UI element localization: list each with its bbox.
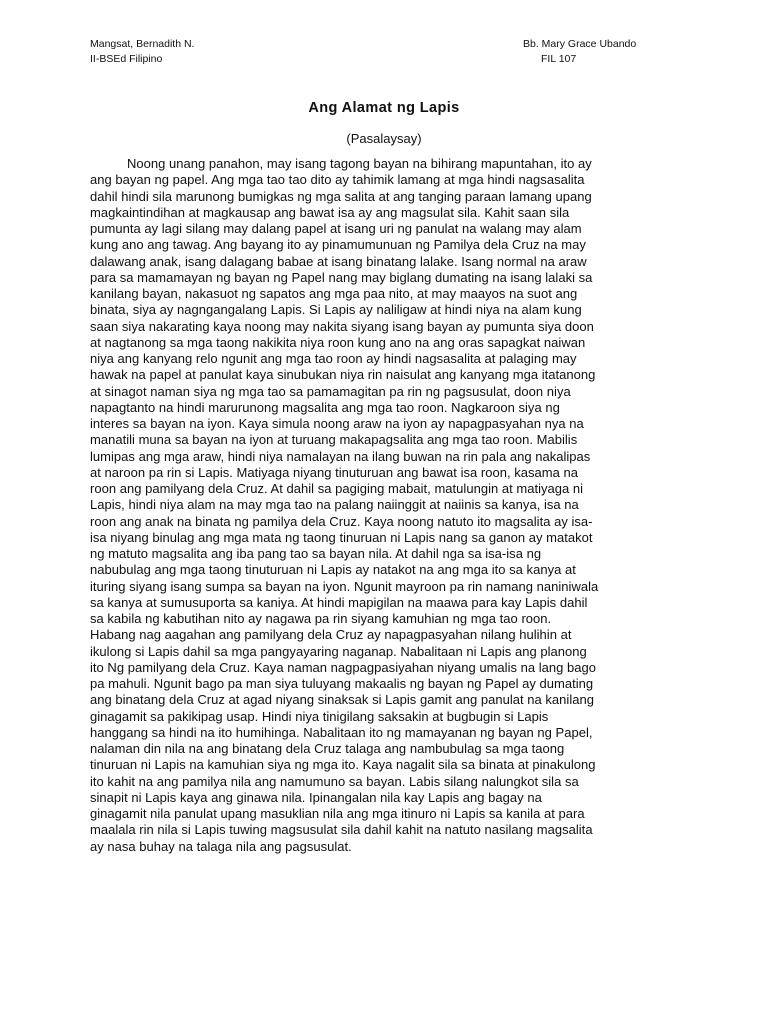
paragraph-line: saan siya nakarating kaya noong may nakita siyang isang bayan ay pumunta siya doon xyxy=(90,318,594,334)
paragraph-line: ang binatang dela Cruz at agad niyang sinaksak si Lapis gamit ang panulat na kanilang xyxy=(90,692,594,708)
author-block xyxy=(90,37,194,67)
paragraph-line: ginagamit nila panulat upang masuklian nila ang mga itinuro ni Lapis sa kanila at para xyxy=(90,806,585,821)
paragraph-line: Lapis, hindi niya alam na may mga tao na palang naiinggit at naiinis sa kanya, isa na xyxy=(90,497,579,513)
paragraph-line: nabubulag ang mga taong tinuturuan ni Lapis ay natakot na ang mga ito sa kanya at xyxy=(90,562,576,578)
paragraph-line: ay nasa buhay na talaga nila ang pagsusulat. xyxy=(90,838,352,854)
paragraph-line: ituring siyang isang sumpa sa bayan na iyon. Ngunit mayroon pa rin namang naniniwala xyxy=(90,578,599,594)
paragraph-line: ikulong si Lapis dahil sa mga pangyayaring naganap. Nabalitaan ni Lapis ang planong xyxy=(90,643,587,659)
paragraph-line: Noong unang panahon, may isang tagong bayan na bihirang mapuntahan, ito ay xyxy=(127,156,592,171)
paragraph-line: ang bayan ng papel. Ang mga tao tao dito ay tahimik lamang at mga hindi nagsasalita xyxy=(90,172,585,188)
paragraph-line: hanggang sa hindi na ito humihinga. Nabalitaan ito ng mamayanan ng bayan ng Papel, xyxy=(90,724,593,740)
author-section: II-BSEd Filipino xyxy=(90,53,163,65)
paragraph-line: tinuruan ni Lapis na kamuhian siya ng mga ito. Kaya nagalit sila sa binata at pinakulong xyxy=(90,757,596,773)
teacher-block xyxy=(523,37,636,67)
paragraph-line: dalawang anak, isang dalagang babae at isang binatang lalake. Isang normal na araw xyxy=(90,253,587,269)
paragraph-line: Habang nag aagahan ang pamilyang dela Cruz ay napagpasyahan nilang hulihin at xyxy=(90,627,572,643)
paragraph-line: sa kabila ng kabutihan nito ay nagawa pa rin siyang kamuhian ng mga tao roon. xyxy=(90,611,552,626)
paragraph-line: dahil hindi sila marunong bumigkas ng mga salita at ang tanging paraan lamang upang xyxy=(90,188,592,204)
paragraph-line: ng matuto magsalita ang iba pang tao sa bayan nila. At dahil nga sa isa-isa ng xyxy=(90,546,542,561)
paragraph-line: nalaman din nila na ang binatang dela Cruz talaga ang nambubulag sa mga taong xyxy=(90,741,565,756)
paragraph-line: niya ang kanyang relo ngunit ang mga tao roon ay hindi nagsasalita at palaging may xyxy=(90,351,577,366)
paragraph-line: kung ano ang tawag. Ang bayang ito ay pinamumunuan ng Pamilya dela Cruz na may xyxy=(90,237,586,253)
paragraph-line: interes sa bayan na iyon. Kaya simula noong araw na iyon ay napagpasyahan nya na xyxy=(90,416,584,431)
paragraph-line: at nagtanong sa mga taong nakikita niya roon kung ano na ang oras sapagkat naiwan xyxy=(90,334,586,350)
paragraph-line: sa kanya at sumusuporta sa kaniya. At hindi mapigilan na maawa para kay Lapis dahil xyxy=(90,594,588,610)
paragraph-line: pumunta ay lagi silang may dalang papel at isang uri ng panulat na walang may alam xyxy=(90,221,582,236)
paragraph-line: para sa mamamayan ng bayan ng Papel nang may biglang dumating na isang lalaki sa xyxy=(90,269,593,285)
document-subtitle: (Pasalaysay) xyxy=(346,131,422,146)
paragraph-line: at naroon pa rin si Lapis. Matiyaga niyang tinuturuan ang bawat isa roon, kasama na xyxy=(90,464,579,480)
paragraph-line: lumipas ang mga araw, hindi niya namalayan na ilang buwan na rin pala ang nakalipas xyxy=(90,448,591,464)
paragraph-line: binata, siya ay nagngangalang Lapis. Si Lapis ay naliligaw at hindi niya na alam kung xyxy=(90,302,582,318)
paragraph-line: manatili muna sa bayan na iyon at turuang makapagsalita ang mga tao roon. Mabilis xyxy=(90,432,578,448)
paragraph-line: kanilang bayan, nakasuot ng sapatos ang mga paa nito, at may maayos na suot ang xyxy=(90,286,578,301)
paragraph-line: pa mahuli. Ngunit bago pa man siya tuluyang makaalis ng bayan ng Papel ay dumating xyxy=(90,676,594,691)
story-paragraph xyxy=(90,156,690,855)
paragraph-line: hawak na papel at panulat kaya sinubukan niya rin naisulat ang kanyang mga itatanong xyxy=(90,367,596,383)
paragraph-line: napagtanto na hindi marurunong magsalita ang mga tao roon. Nagkaroon siya ng xyxy=(90,399,560,415)
paragraph-line: ito kahit na ang pamilya nila ang namumuno sa bayan. Labis silang nalungkot sila sa xyxy=(90,773,579,789)
paragraph-line: isa niyang binulag ang mga mata ng taong tinuruan ni Lapis nang sa ganon ay matakot xyxy=(90,529,593,545)
paragraph-line: magkaintindihan at magkausap ang bawat isa ay ang magsulat sila. Kahit saan sila xyxy=(90,204,570,220)
paragraph-line: ginagamit sa pakikipag usap. Hindi niya tinigilang saksakin at bugbugin si Lapis xyxy=(90,708,549,724)
paragraph-line: roon ang pamilyang dela Cruz. At dahil sa pagiging mabait, matulungin at matiyaga ni xyxy=(90,481,584,496)
course-code: FIL 107 xyxy=(541,53,577,65)
paragraph-line: maalala rin nila si Lapis tuwing magsusulat sila dahil kahit na natuto nasilang magsalita xyxy=(90,822,593,838)
author-name: Mangsat, Bernadith N. xyxy=(90,38,195,50)
paragraph-line: at sinagot naman siya ng mga tao sa pamamagitan pa rin ng pagsusulat, doon niya xyxy=(90,383,571,399)
document-title: Ang Alamat ng Lapis xyxy=(308,100,460,116)
paragraph-line: ito Ng pamilyang dela Cruz. Kaya naman nagpagpasiyahan niyang umalis na lang bago xyxy=(90,659,597,675)
paragraph-line: sinapit ni Lapis kaya ang ginawa nila. Ipinangalan nila kay Lapis ang bagay na xyxy=(90,789,542,805)
paragraph-line: roon ang anak na binata ng pamilya dela Cruz. Kaya noong natuto ito magsalita ay isa- xyxy=(90,513,593,529)
teacher-name: Bb. Mary Grace Ubando xyxy=(523,38,637,50)
